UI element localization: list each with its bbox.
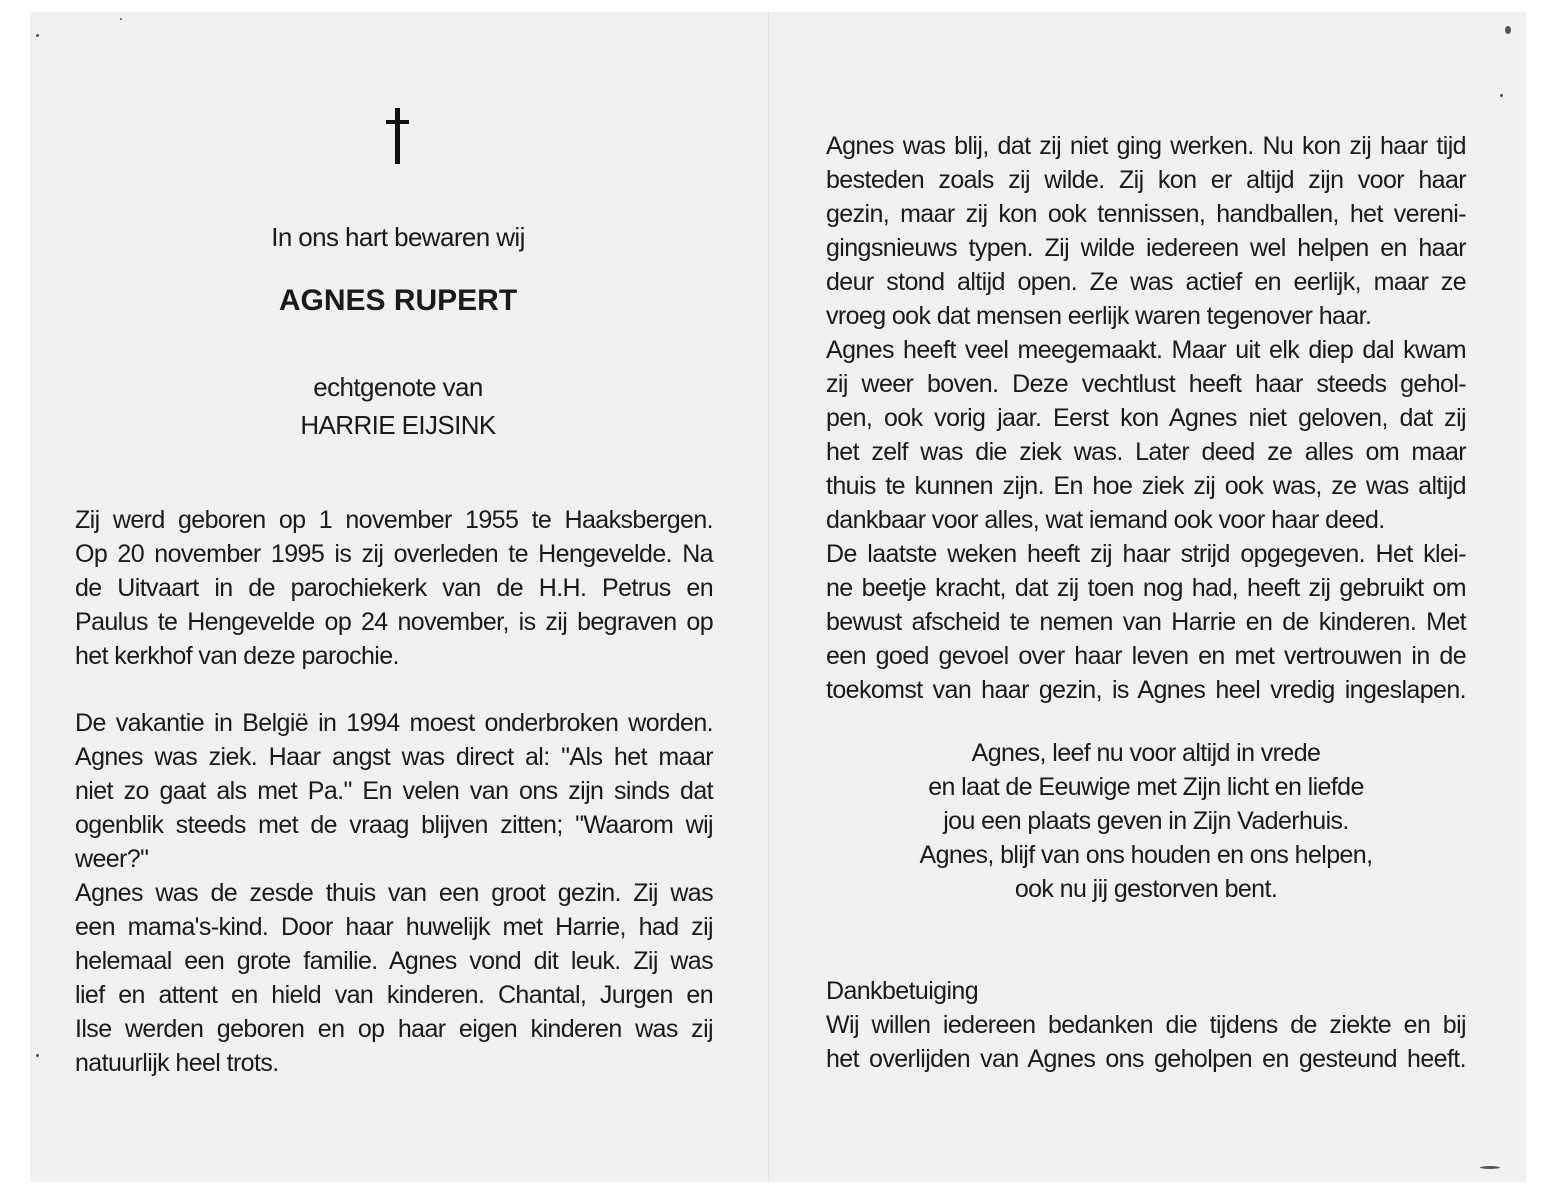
- thanks-title: Dankbetuiging: [826, 977, 979, 1005]
- text-line: deur stond altijd open. Ze was actief en eerlijk, maar ze: [826, 268, 1466, 296]
- text-line: ogenblik steeds met de vraag blijven zitten; "Waarom wij: [75, 811, 713, 839]
- text-line: lief en attent en hield van kinderen. Chantal, Jurgen en: [75, 981, 713, 1009]
- text-line: zij weer boven. Deze vechtlust heeft haar steeds gehol-: [826, 370, 1466, 398]
- cross-icon: [378, 100, 418, 170]
- text-line: helemaal een grote familie. Agnes vond dit leuk. Zij was: [75, 947, 713, 975]
- card-fold-line: [768, 12, 769, 1182]
- poem-line: jou een plaats geven in Zijn Vaderhuis.: [943, 807, 1349, 835]
- memorial-poem: [826, 736, 1466, 906]
- text-line: de Uitvaart in de parochiekerk van de H.H. Petrus en: [75, 574, 713, 602]
- scan-speck: [36, 1054, 39, 1057]
- text-line: Agnes heeft veel meegemaakt. Maar uit elk diep dal kwam: [826, 336, 1466, 364]
- text-line: bewust afscheid te nemen van Harrie en de kinderen. Met: [826, 608, 1466, 636]
- text-line: Agnes was ziek. Haar angst was direct al: "Als het maar: [75, 743, 713, 771]
- intro-line: In ons hart bewaren wij: [271, 222, 525, 252]
- text-line: Zij werd geboren op 1 november 1955 te Haaksbergen.: [75, 506, 713, 534]
- text-line: Agnes was de zesde thuis van een groot gezin. Zij was: [75, 879, 713, 907]
- text-line: het overlijden van Agnes ons geholpen en gesteund heeft.: [826, 1045, 1466, 1073]
- text-line: Op 20 november 1995 is zij overleden te Hengevelde. Na: [75, 540, 713, 568]
- thanks-text: [826, 1008, 1466, 1076]
- text-line: weer?": [75, 845, 149, 873]
- text-line: De laatste weken heeft zij haar strijd opgegeven. Het klei-: [826, 540, 1466, 568]
- poem-line: ook nu jij gestorven bent.: [1014, 875, 1278, 903]
- spouse-name: HARRIE EIJSINK: [300, 410, 496, 440]
- text-line: het zelf was die ziek was. Later deed ze alles om maar: [826, 438, 1466, 466]
- text-line: natuurlijk heel trots.: [75, 1049, 279, 1077]
- text-line: niet zo gaat als met Pa." En velen van ons zijn sinds dat: [75, 777, 713, 805]
- text-line: ne beetje kracht, dat zij toen nog had, heeft zij gebruikt om: [826, 574, 1466, 602]
- scan-speck: [1505, 26, 1511, 34]
- text-line: vroeg ook dat mensen eerlijk waren tegenover haar.: [826, 302, 1372, 330]
- text-line: thuis te kunnen zijn. En hoe ziek zij ook was, ze was altijd: [826, 472, 1466, 500]
- biography-paragraph-2: [75, 706, 713, 1080]
- scan-speck: [36, 34, 39, 37]
- spouse-block: [100, 368, 696, 444]
- biography-paragraph-1: [75, 503, 713, 673]
- poem-line: Agnes, blijf van ons houden en ons helpen,: [919, 841, 1373, 869]
- text-line: gezin, maar zij kon ook tennissen, handballen, het vereni-: [826, 200, 1466, 228]
- text-line: De vakantie in België in 1994 moest onderbroken worden.: [75, 709, 713, 737]
- text-line: Ilse werden geboren en op haar eigen kinderen was zij: [75, 1015, 713, 1043]
- text-line: dankbaar voor alles, wat iemand ook voor haar deed.: [826, 506, 1385, 534]
- text-line: Wij willen iedereen bedanken die tijdens de ziekte en bij: [826, 1011, 1466, 1039]
- text-line: Paulus te Hengevelde op 24 november, is zij begraven op: [75, 608, 713, 636]
- poem-line: en laat de Eeuwige met Zijn licht en liefde: [928, 773, 1364, 801]
- text-line: Agnes was blij, dat zij niet ging werken. Nu kon zij haar tijd: [826, 132, 1466, 160]
- text-line: toekomst van haar gezin, is Agnes heel vredig ingeslapen.: [826, 676, 1466, 704]
- poem-line: Agnes, leef nu voor altijd in vrede: [971, 739, 1321, 767]
- text-line: het kerkhof van deze parochie.: [75, 642, 399, 670]
- relation-label: echtgenote van: [313, 372, 483, 402]
- scan-speck: [1500, 94, 1503, 97]
- text-line: pen, ook vorig jaar. Eerst kon Agnes niet geloven, dat zij: [826, 404, 1466, 432]
- deceased-name: AGNES RUPERT: [278, 284, 518, 317]
- scan-speck: [120, 18, 122, 20]
- scan-speck: [1480, 1166, 1500, 1169]
- text-line: een goed gevoel over haar leven en met vertrouwen in de: [826, 642, 1466, 670]
- text-line: een mama's-kind. Door haar huwelijk met Harrie, had zij: [75, 913, 713, 941]
- text-line: gingsnieuws typen. Zij wilde iedereen wel helpen en haar: [826, 234, 1466, 262]
- biography-paragraph-3: [826, 129, 1466, 707]
- text-line: besteden zoals zij wilde. Zij kon er altijd zijn voor haar: [826, 166, 1466, 194]
